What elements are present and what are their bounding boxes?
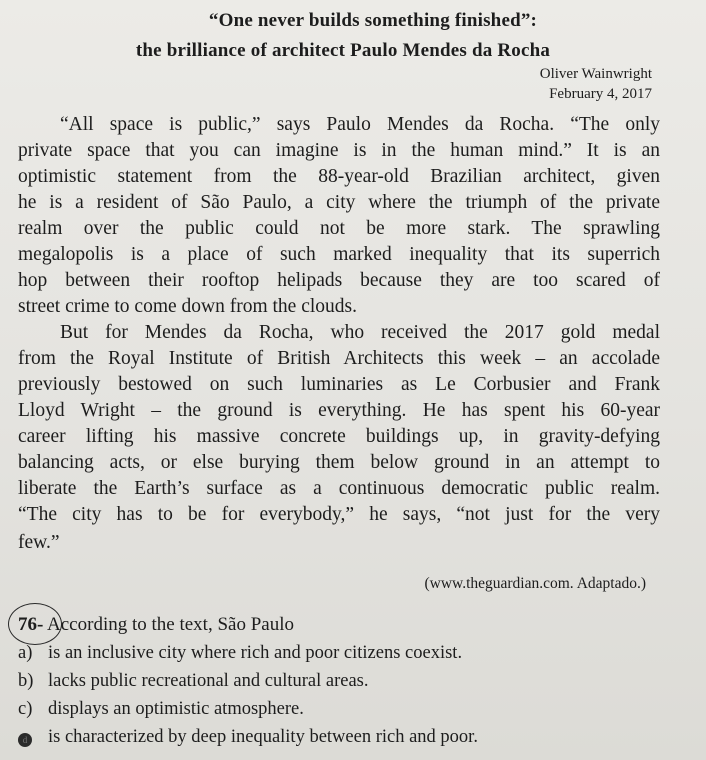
option-text: displays an optimistic atmosphere. (48, 699, 304, 719)
text-line: balancing acts, or else burying them below ground in an attempt to (18, 452, 660, 473)
article-date: February 4, 2017 (549, 86, 652, 102)
option-letter: b) (18, 671, 34, 691)
text-line: megalopolis is a place of such marked inequality that its superrich (18, 244, 660, 265)
text-line: hop between their rooftop helipads because they are too scared of (18, 270, 660, 291)
text-line: he is a resident of São Paulo, a city where the triumph of the private (18, 192, 660, 213)
answer-option-d[interactable] (18, 727, 478, 748)
option-text: lacks public recreational and cultural areas. (48, 671, 369, 691)
option-letter: c) (18, 699, 33, 719)
text-line: previously bestowed on such luminaries as Le Corbusier and Frank (18, 374, 660, 395)
option-text: is an inclusive city where rich and poor citizens coexist. (48, 643, 463, 663)
answer-option-b[interactable] (18, 671, 369, 692)
question-stem (18, 614, 294, 636)
article-title-line2: the brilliance of architect Paulo Mendes da Rocha (135, 40, 551, 61)
answer-option-c[interactable] (18, 699, 304, 720)
article-source: (www.theguardian.com. Adaptado.) (424, 575, 646, 592)
question-text: According to the text, São Paulo (47, 614, 294, 635)
text-line: from the Royal Institute of British Architects this week – an accolade (18, 348, 660, 369)
option-text: is characterized by deep inequality between rich and poor. (48, 727, 478, 747)
text-line: optimistic statement from the 88-year-old Brazilian architect, given (18, 166, 660, 187)
text-line: career lifting his massive concrete buildings up, in gravity-defying (18, 426, 660, 447)
option-letter: a) (18, 643, 33, 663)
text-line: “All space is public,” says Paulo Mendes da Rocha. “The only (60, 114, 660, 135)
text-line: Lloyd Wright – the ground is everything. He has spent his 60-year (18, 400, 660, 421)
text-line: few.” (18, 532, 60, 553)
text-line: realm over the public could not be more stark. The sprawling (18, 218, 660, 239)
text-line: private space that you can imagine is in the human mind.” It is an (18, 140, 660, 161)
answer-option-a[interactable] (18, 643, 462, 664)
question-number: 76- (18, 614, 44, 635)
text-line: street crime to come down from the clouds. (18, 296, 357, 317)
article-author: Oliver Wainwright (539, 66, 652, 82)
article-title-line1: “One never builds something finished”: (208, 10, 538, 31)
text-line: But for Mendes da Rocha, who received the 2017 gold medal (60, 322, 660, 343)
text-line: liberate the Earth’s surface as a continuous democratic public realm. (18, 478, 660, 499)
marked-answer-bubble: d (18, 733, 32, 747)
text-line: “The city has to be for everybody,” he says, “not just for the very (18, 504, 660, 525)
